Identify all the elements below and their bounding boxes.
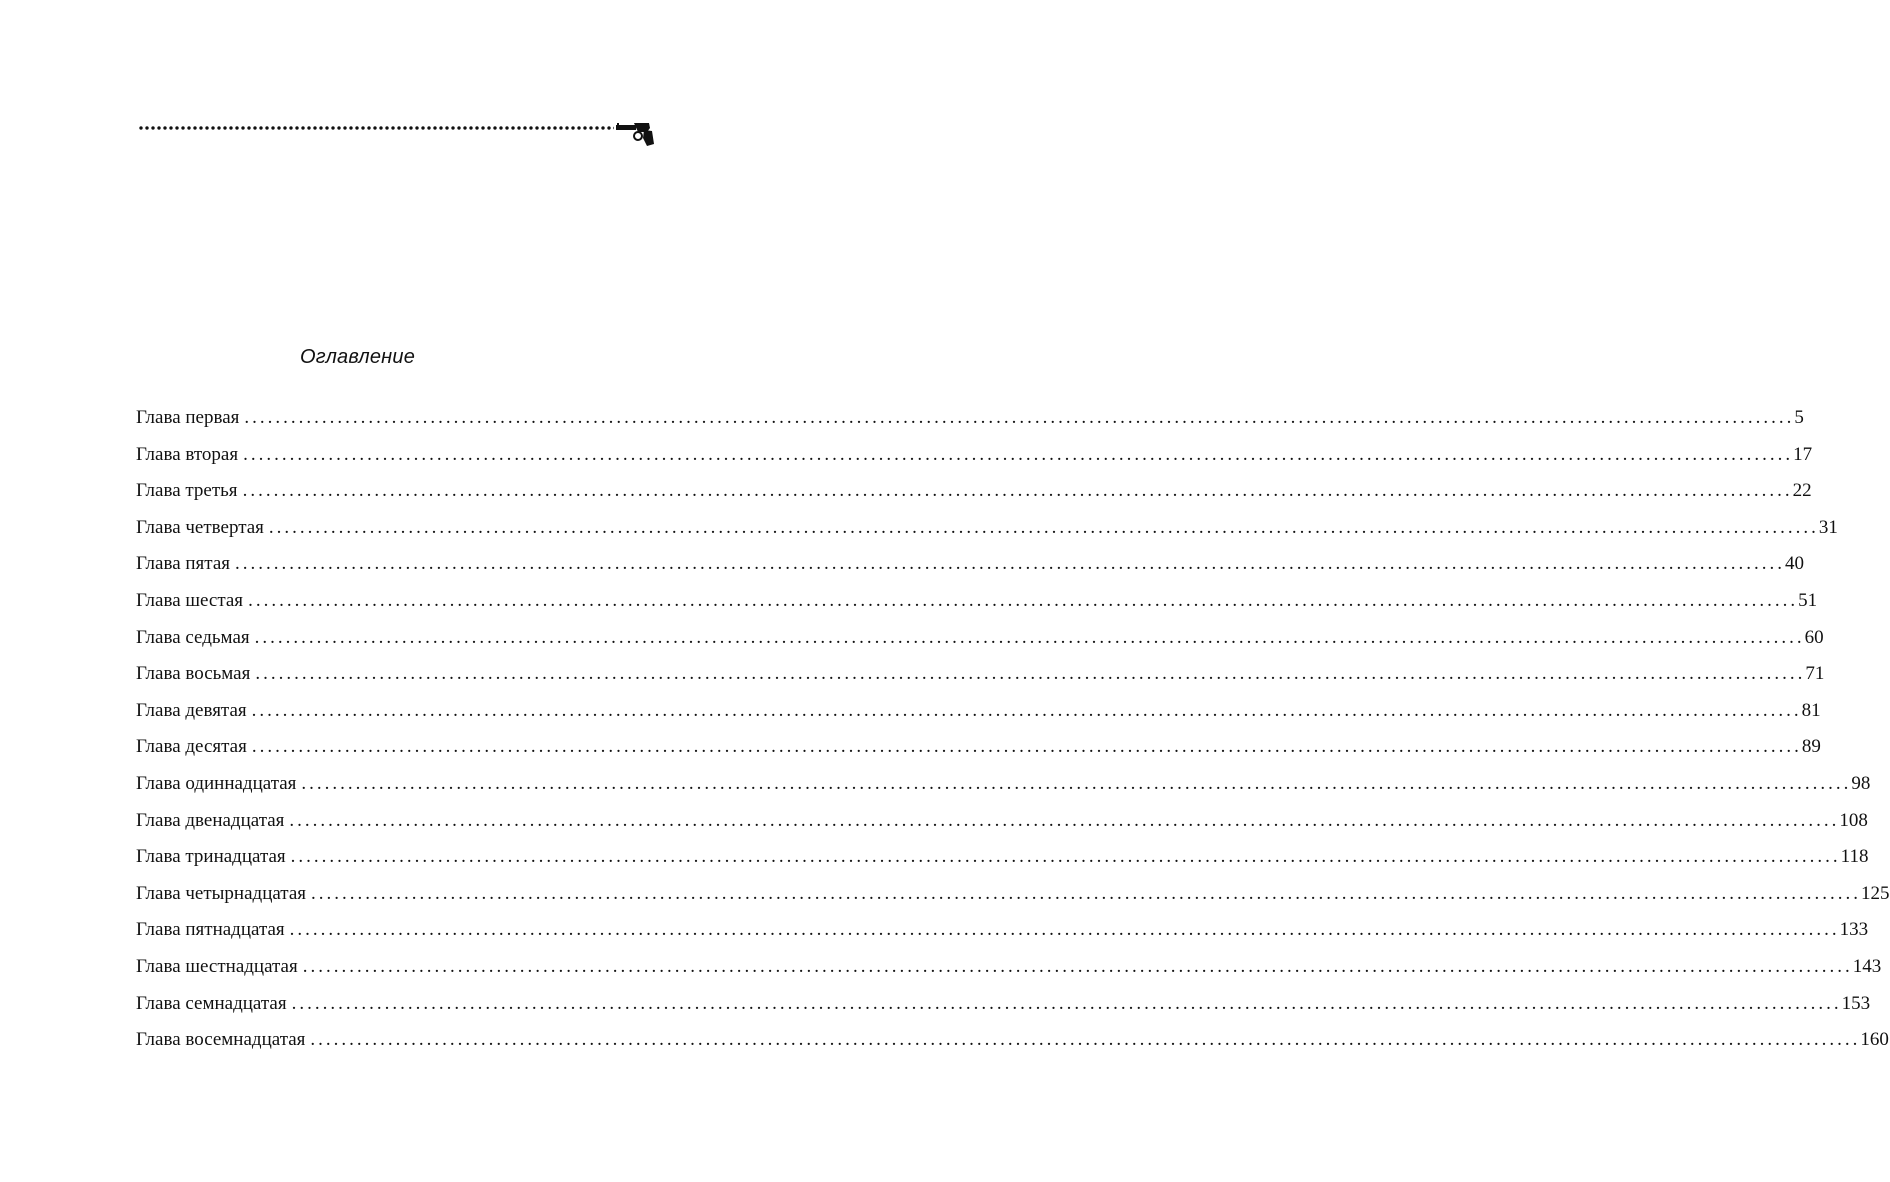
- toc-entry-label: Глава семнадцатая: [136, 992, 287, 1014]
- toc-list: [136, 404, 1890, 1063]
- toc-entry-label: Глава пятнадцатая: [136, 919, 285, 941]
- toc-dot-leader: ........................................................................................................................................................................................................: [268, 516, 1819, 538]
- toc-entry: [136, 916, 1869, 953]
- toc-entry: [136, 733, 1821, 770]
- toc-entry-page: 118: [1840, 846, 1869, 868]
- toc-entry-page: 153: [1841, 992, 1871, 1014]
- toc-entry-page: 133: [1839, 919, 1869, 941]
- toc-dot-leader: ........................................................................................................................................................................................................: [311, 882, 1862, 904]
- toc-entry-page: 108: [1839, 809, 1868, 831]
- toc-entry: [136, 550, 1804, 587]
- toc-dot-leader: ........................................................................................................................................................................................................: [255, 663, 1806, 685]
- toc-entry-label: Глава первая: [136, 407, 240, 428]
- toc-entry-label: Глава девятая: [136, 699, 247, 721]
- toc-dot-leader: ........................................................................................................................................................................................................: [289, 809, 1840, 831]
- toc-entry-page: 81: [1801, 699, 1821, 721]
- toc-entry-label: Глава третья: [136, 480, 238, 502]
- toc-entry: [136, 770, 1871, 807]
- toc-dot-leader: ........................................................................................................................................................................................................: [251, 736, 1802, 758]
- toc-dot-leader: ........................................................................................................................................................................................................: [243, 443, 1794, 465]
- toc-entry-page: 31: [1818, 516, 1838, 538]
- toc-dot-leader: ........................................................................................................................................................................................................: [301, 772, 1852, 794]
- toc-entry-page: 5: [1794, 407, 1804, 428]
- toc-entry: [136, 843, 1869, 880]
- toc-entry-page: 89: [1801, 736, 1821, 758]
- toc-entry-label: Глава десятая: [136, 736, 247, 758]
- toc-entry: [136, 441, 1813, 478]
- toc-entry: [136, 404, 1804, 441]
- toc-entry: [136, 477, 1812, 514]
- toc-dot-leader: ........................................................................................................................................................................................................: [244, 407, 1795, 428]
- toc-entry: [136, 587, 1818, 624]
- toc-entry-label: Глава двенадцатая: [136, 809, 285, 831]
- toc-entry-page: 17: [1793, 443, 1813, 465]
- toc-entry-page: 160: [1860, 1029, 1889, 1051]
- toc-dot-leader: ........................................................................................................................................................................................................: [290, 846, 1841, 868]
- toc-entry: [136, 1026, 1889, 1063]
- toc-entry-page: 22: [1792, 480, 1812, 502]
- toc-entry: [136, 697, 1821, 734]
- toc-dot-leader: ........................................................................................................................................................................................................: [289, 919, 1840, 941]
- toc-entry: [136, 624, 1824, 661]
- toc-entry-label: Глава четырнадцатая: [136, 882, 307, 904]
- toc-dot-leader: ........................................................................................................................................................................................................: [302, 955, 1853, 977]
- toc-entry: [136, 660, 1825, 697]
- toc-entry-label: Глава шестая: [136, 589, 244, 611]
- toc-entry-label: Глава седьмая: [136, 626, 250, 648]
- toc-entry-page: 98: [1851, 772, 1871, 794]
- toc-entry-label: Глава вторая: [136, 443, 239, 465]
- toc-entry-page: 60: [1804, 626, 1824, 648]
- dotted-rule: [138, 126, 614, 130]
- toc-entry-page: 125: [1861, 882, 1890, 904]
- toc-title: Оглавление: [299, 346, 416, 368]
- toc-dot-leader: ........................................................................................................................................................................................................: [242, 480, 1793, 502]
- toc-entry: [136, 807, 1868, 844]
- toc-dot-leader: ........................................................................................................................................................................................................: [291, 992, 1842, 1014]
- toc-dot-leader: ........................................................................................................................................................................................................: [310, 1029, 1861, 1051]
- toc-entry-label: Глава восемнадцатая: [136, 1029, 306, 1051]
- revolver-icon: [616, 120, 656, 150]
- toc-entry-label: Глава шестнадцатая: [136, 955, 298, 977]
- toc-dot-leader: ........................................................................................................................................................................................................: [248, 589, 1799, 611]
- toc-entry-page: 143: [1852, 955, 1882, 977]
- header-ornament: [138, 120, 658, 150]
- toc-dot-leader: ........................................................................................................................................................................................................: [235, 553, 1785, 575]
- toc-entry-label: Глава пятая: [136, 553, 230, 575]
- toc-dot-leader: ........................................................................................................................................................................................................: [254, 626, 1805, 648]
- toc-entry: [136, 953, 1882, 990]
- toc-dot-leader: ........................................................................................................................................................................................................: [251, 699, 1802, 721]
- toc-entry-label: Глава восьмая: [136, 663, 251, 685]
- toc-entry-label: Глава одиннадцатая: [136, 772, 297, 794]
- toc-entry-label: Глава тринадцатая: [136, 846, 286, 868]
- toc-entry: [136, 514, 1838, 551]
- toc-entry: [136, 880, 1890, 917]
- toc-entry-page: 51: [1798, 589, 1818, 611]
- toc-entry-page: 71: [1805, 663, 1825, 685]
- toc-entry-label: Глава четвертая: [136, 516, 264, 538]
- toc-entry: [136, 990, 1871, 1027]
- toc-entry-page: 40: [1785, 553, 1804, 575]
